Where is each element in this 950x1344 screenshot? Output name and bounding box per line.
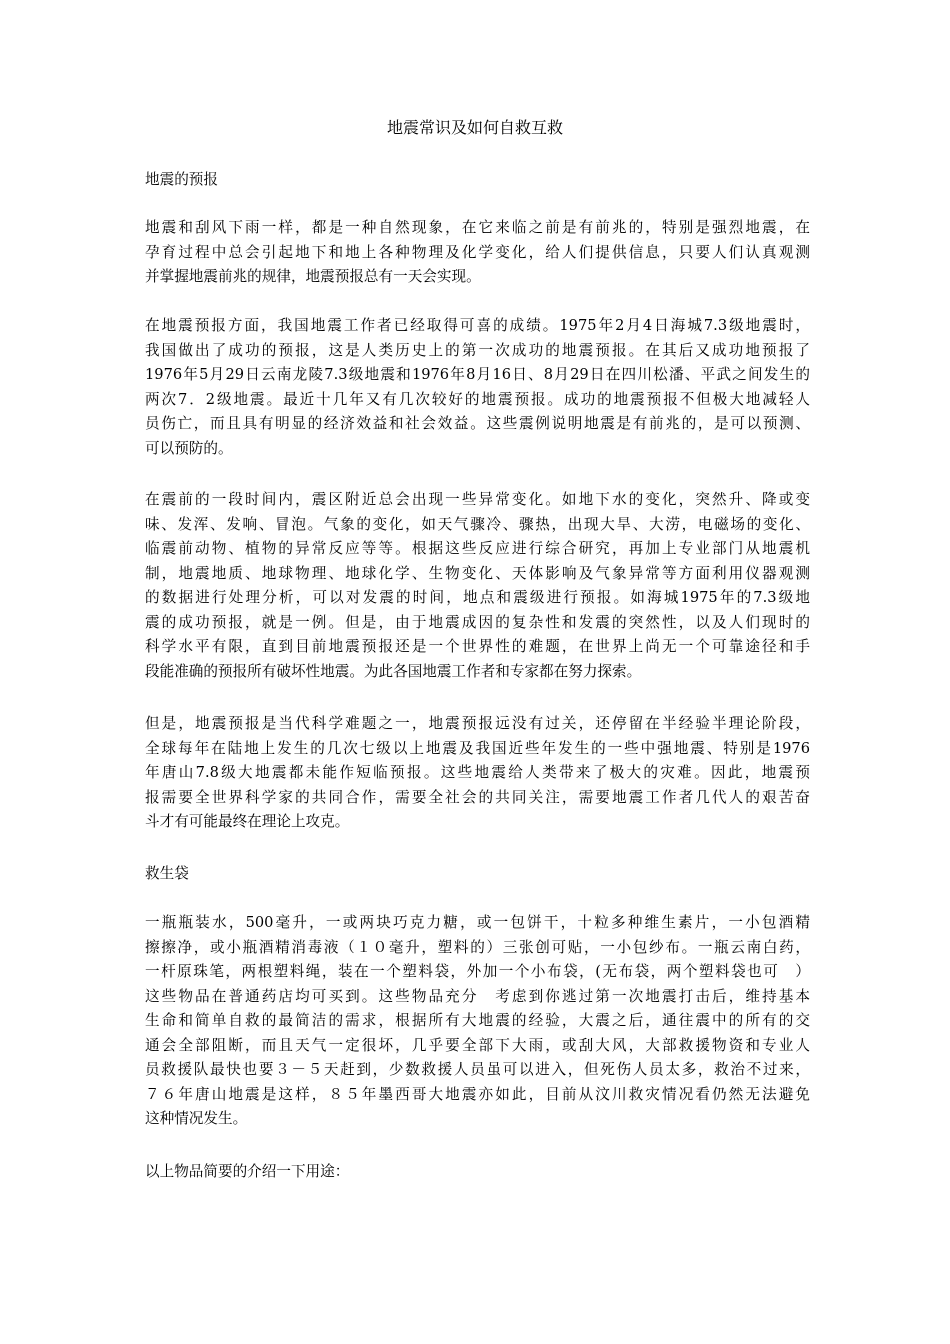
text-line: ７６年唐山地震是这样，８５年墨西哥大地震亦如此，目前从汶川救灾情况看仍然无法避免: [145, 1085, 810, 1103]
section-heading-earthquake-forecast: 地震的预报: [145, 171, 218, 188]
text-line: 报需要全世界科学家的共同合作，需要全社会的共同关注，需要地震工作者几代人的艰苦奋: [145, 788, 810, 806]
text-line: 地震和刮风下雨一样，都是一种自然现象，在它来临之前是有前兆的，特别是强烈地震，在: [145, 219, 810, 236]
text-line: 斗才有可能最终在理论上攻克。: [145, 813, 350, 830]
text-line: 生命和简单自救的最简洁的需求，根据所有大地震的经验，大震之后，通往震中的所有的交: [145, 1012, 810, 1029]
paragraph: [145, 314, 810, 461]
text-line: 段能准确的预报所有破坏性地震。为此各国地震工作者和专家都在努力探索。: [145, 662, 642, 680]
text-line: 并掌握地震前兆的规律，地震预报总有一天会实现。: [145, 268, 481, 285]
text-line: 擦擦净，或小瓶酒精消毒液（１０毫升，塑料的）三张创可贴，一小包纱布。一瓶云南白药，: [145, 938, 810, 956]
text-line: 员救援队最快也要３－５天赶到，少数救援人员虽可以进入，但死伤人员太多，救治不过来，: [145, 1061, 810, 1078]
text-line: 制，地震地质、地球物理、地球化学、生物变化、天体影响及气象异常等方面利用仪器观测: [145, 564, 810, 582]
text-line: 但是，地震预报是当代科学难题之一，地震预报远没有过关，还停留在半经验半理论阶段，: [145, 715, 810, 732]
text-line: 孕育过程中总会引起地下和地上各种物理及化学变化，给人们提供信息，只要人们认真观测: [145, 243, 810, 261]
text-line: 味、发浑、发响、冒泡。气象的变化，如天气骤冷、骤热，出现大旱、大涝，电磁场的变化、: [145, 515, 810, 533]
text-line: 科学水平有限，直到目前地震预报还是一个世界性的难题，在世界上尚无一个可靠途径和手: [145, 638, 810, 655]
text-line: 以上物品简要的介绍一下用途：: [145, 1163, 350, 1180]
paragraph: [145, 216, 810, 290]
document-title: 地震常识及如何自救互救: [386, 118, 563, 137]
text-line: 两次7．2级地震。最近十几年又有几次较好的地震预报。成功的地震预报不但极大地减轻人: [145, 390, 810, 408]
paragraph: [145, 488, 810, 684]
text-line: 震的成功预报，就是一例。但是，由于地震成因的复杂性和发震的突然性，以及人们现时的: [145, 613, 810, 631]
paragraph: [145, 1160, 810, 1185]
text-line: 全球每年在陆地上发生的几次七级以上地震及我国近些年发生的一些中强地震、特别是1976: [145, 739, 810, 757]
paragraph: [145, 712, 810, 835]
text-line: 这种情况发生。: [145, 1110, 248, 1127]
text-line: 在震前的一段时间内，震区附近总会出现一些异常变化。如地下水的变化，突然升、降或变: [145, 491, 810, 508]
text-line: 一杆原珠笔，两根塑料绳，装在一个塑料袋，外加一个小布袋，(无布袋，两个塑料袋也可 ）: [145, 963, 810, 980]
text-line: 临震前动物、植物的异常反应等等。根据这些反应进行综合研究，再加上专业部门从地震机: [145, 540, 810, 557]
text-line: 1976年5月29日云南龙陵7.3级地震和1976年8月16日、8月29日在四川松潘、平武之间发生的: [145, 366, 810, 383]
paragraph: [145, 911, 810, 1132]
text-line: 可以预防的。: [145, 439, 233, 457]
text-line: 年唐山7.8级大地震都未能作短临预报。这些地震给人类带来了极大的灾难。因此，地震预: [145, 764, 810, 781]
section-heading-survival-bag: 救生袋: [145, 865, 189, 882]
text-line: 的数据进行处理分析，可以对发震的时间，地点和震级进行预报。如海城1975年的7.3级地: [145, 589, 810, 606]
text-line: 这些物品在普通药店均可买到。这些物品充分 考虑到你逃过第一次地震打击后，维持基本: [145, 987, 810, 1005]
text-line: 员伤亡，而且具有明显的经济效益和社会效益。这些震例说明地震是有前兆的，是可以预测、: [145, 415, 810, 432]
text-line: 一瓶瓶装水，500毫升，一或两块巧克力糖，或一包饼干，十粒多种维生素片，一小包酒精: [145, 914, 810, 931]
text-line: 我国做出了成功的预报，这是人类历史上的第一次成功的地震预报。在其后又成功地预报了: [145, 341, 810, 359]
text-line: 通会全部阻断，而且天气一定很坏，几乎要全部下大雨，或刮大风，大部救援物资和专业人: [145, 1036, 810, 1054]
text-line: 在地震预报方面，我国地震工作者已经取得可喜的成绩。1975年2月4日海城7.3级地震时，: [145, 317, 810, 334]
